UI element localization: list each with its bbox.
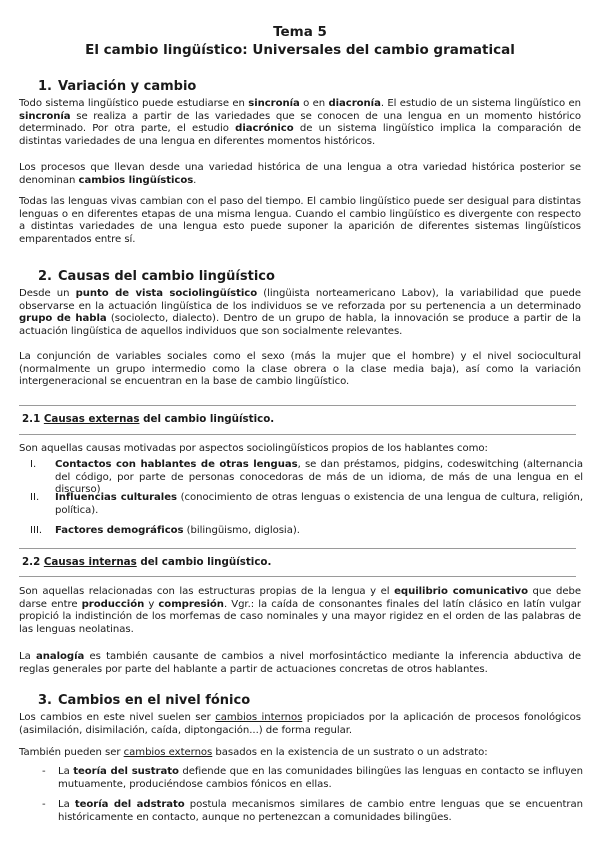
section-number: 1. <box>38 79 52 94</box>
divider <box>19 405 576 406</box>
paragraph: La conjunción de variables sociales como el sexo (más la mujer que el hombre) y el nivel sociocultural (normalmente un grupo intermedio como la clase obrera o la clase media baja), así como la variación intergeneracional se encuentran en la base de cambio lingüístico. <box>19 351 581 388</box>
document-title: El cambio lingüístico: Universales del cambio gramatical <box>85 42 515 58</box>
paragraph: Son aquellas causas motivadas por aspectos sociolingüísticos propios de los hablantes como: <box>19 443 488 454</box>
list-numeral: III. <box>30 525 43 536</box>
list-bullet: - <box>42 799 46 810</box>
topic-number: Tema 5 <box>273 24 327 40</box>
section-title: Cambios en el nivel fónico <box>58 693 251 708</box>
list-item: La teoría del sustrato defiende que en las comunidades bilingües las lenguas en contacto se influyen mutuamente, produciéndose cambios fónicos en ellas. <box>58 766 584 790</box>
paragraph: Los cambios en este nivel suelen ser cambios internos propiciados por la aplicación de procesos fonológicos (asimilación, disimilación, caída, diptongación...) de forma regular. <box>19 712 581 736</box>
section-3-heading <box>38 693 250 708</box>
subsection-2-1-heading: 2.1 Causas externas del cambio lingüístico. <box>22 413 275 425</box>
list-numeral: I. <box>30 459 37 470</box>
list-bullet: - <box>42 766 46 777</box>
list-item: Factores demográficos (bilingüismo, diglosia). <box>55 525 300 536</box>
paragraph: La analogía es también causante de cambios a nivel morfosintáctico mediante la inferencia abductiva de reglas generales por parte del hablante a partir de actuaciones concretas de otros hablantes. <box>19 651 581 675</box>
section-title: Variación y cambio <box>58 79 197 94</box>
paragraph: También pueden ser cambios externos basados en la existencia de un sustrato o un adstrato: <box>19 747 488 758</box>
list-item: Contactos con hablantes de otras lenguas, se dan préstamos, pidgins, codeswitching (alternancia del código, por parte de personas conocedoras de más de un idioma, de más de una lengua en el discurso) <box>55 459 583 496</box>
paragraph: Todo sistema lingüístico puede estudiarse en sincronía o en diacronía. El estudio de un sistema lingüístico en sincronía se realiza a partir de las variedades que se conocen de una lengua en un momento histórico determinado. Por otra parte, el estudio diacrónico de un sistema lingüístico implica la comparación de distintas variedades de una lengua en diferentes momentos históricos. <box>19 98 582 147</box>
paragraph: Desde un punto de vista sociolingüístico (lingüista norteamericano Labov), la variabilidad que puede observarse en la actuación lingüística de los individuos se ve reforzada por su pertenencia a un determinado grupo de habla (sociolecto, dialecto). Dentro de un grupo de habla, la innovación se produce a partir de la actuación lingüística de aquellos individuos que son socialmente relevantes. <box>19 288 582 337</box>
paragraph: Los procesos que llevan desde una variedad histórica de una lengua a otra variedad histórica posterior se denominan cambios lingüísticos. <box>19 162 581 186</box>
divider <box>19 548 576 549</box>
paragraph: Todas las lenguas vivas cambian con el paso del tiempo. El cambio lingüístico puede ser desigual para distintas lenguas o en diferentes etapas de una misma lengua. Cuando el cambio lingüístico es divergente con respecto a distintas variedades de una lengua esto puede suponer la aparición de diferentes sistemas lingüísticos emparentados entre sí. <box>19 196 581 245</box>
section-2-heading <box>38 269 275 284</box>
list-item: Influencias culturales (conocimiento de otras lenguas o existencia de una lengua de cultura, religión, política). <box>55 492 583 516</box>
list-numeral: II. <box>30 492 40 503</box>
section-title: Causas del cambio lingüístico <box>58 269 275 284</box>
list-item: La teoría del adstrato postula mecanismos similares de cambio entre lenguas que se encuentran históricamente en contacto, aunque no pertenezcan a comunidades bilingües. <box>58 799 583 823</box>
paragraph: Son aquellas relacionadas con las estructuras propias de la lengua y el equilibrio comunicativo que debe darse entre producción y compresión. Vgr.: la caída de consonantes finales del latín clásico en latín vulgar propició la indistinción de los morfemas de caso nominales y una mayor rigidez en el orden de las palabras de las lenguas neolatinas. <box>19 586 582 635</box>
section-number: 2. <box>38 269 52 284</box>
divider <box>19 576 576 577</box>
section-1-heading <box>38 79 196 94</box>
divider <box>19 434 576 435</box>
section-number: 3. <box>38 693 52 708</box>
subsection-2-2-heading: 2.2 Causas internas del cambio lingüístico. <box>22 556 272 568</box>
